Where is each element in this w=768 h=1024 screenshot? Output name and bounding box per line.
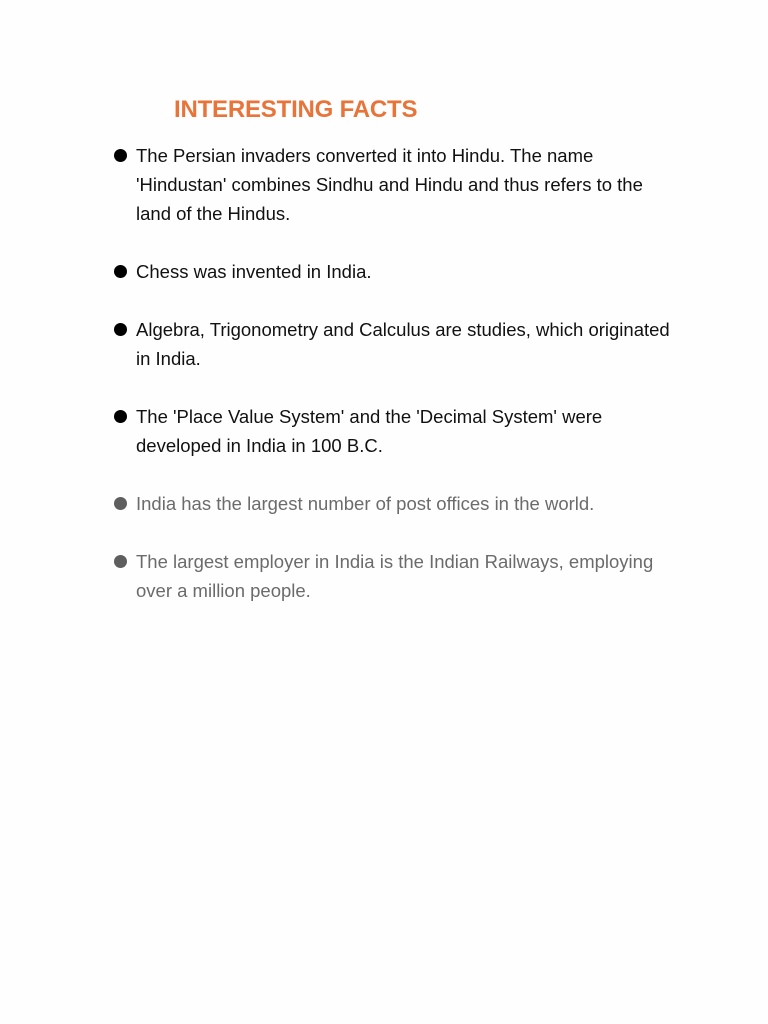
fact-text: India has the largest number of post offices in the world. (136, 493, 595, 514)
page-title: INTERESTING FACTS (174, 96, 418, 123)
fact-text: The largest employer in India is the Indian Railways, employing over a million people. (136, 551, 654, 601)
fact-item (112, 489, 682, 518)
facts-list (112, 141, 682, 634)
bullet-dot-icon (114, 497, 127, 510)
fact-text: The Persian invaders converted it into Hindu. The name 'Hindustan' combines Sindhu and Hindu and thus refers to the land of the Hindus. (136, 145, 643, 224)
fact-text: Algebra, Trigonometry and Calculus are studies, which originated in India. (136, 319, 670, 369)
bullet-dot-icon (114, 555, 127, 568)
fact-item (112, 547, 682, 605)
fact-item (112, 315, 682, 373)
bullet-dot-icon (114, 323, 127, 336)
fact-item (112, 141, 682, 228)
bullet-dot-icon (114, 410, 127, 423)
fact-item (112, 402, 682, 460)
bullet-dot-icon (114, 149, 127, 162)
fact-text: Chess was invented in India. (136, 261, 372, 282)
fact-item (112, 257, 682, 286)
bullet-dot-icon (114, 265, 127, 278)
fact-text: The 'Place Value System' and the 'Decimal System' were developed in India in 100 B.C. (136, 406, 603, 456)
